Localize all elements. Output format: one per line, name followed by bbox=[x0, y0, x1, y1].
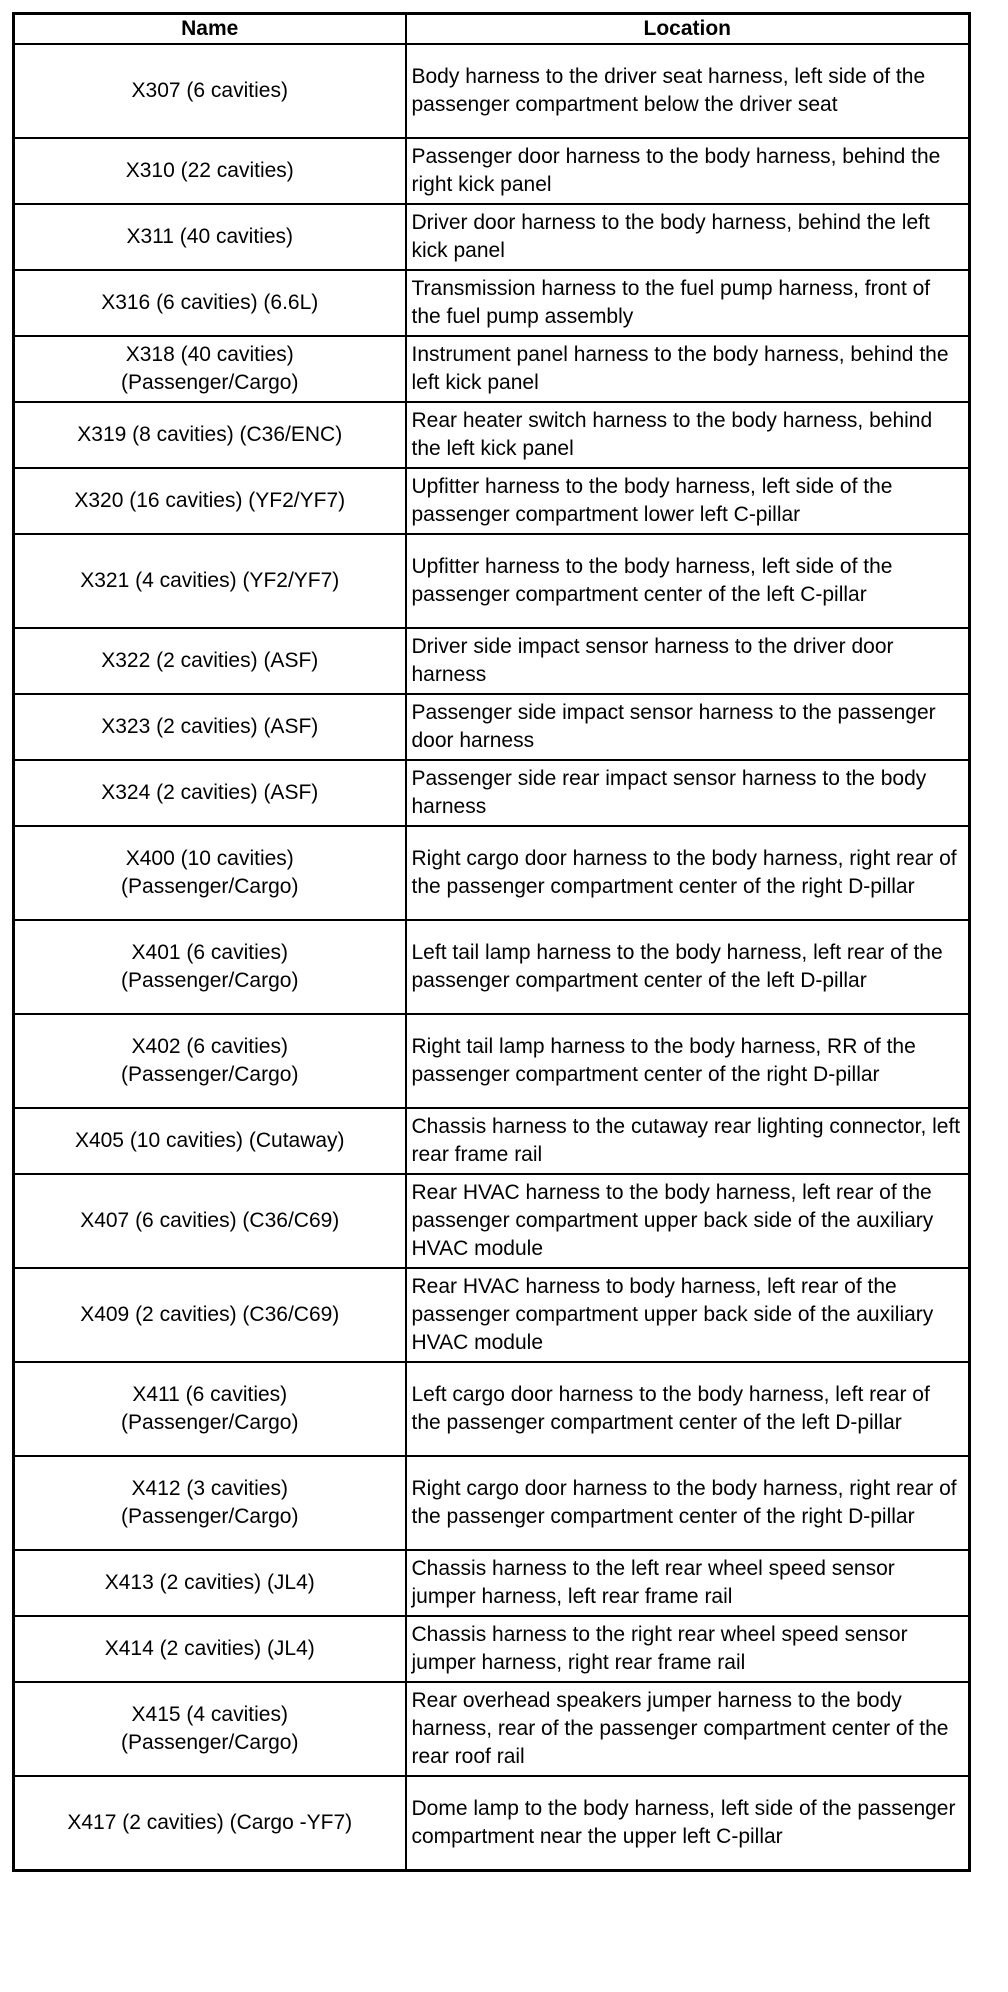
connector-name-line: X407 (6 cavities) (C36/C69) bbox=[80, 1209, 340, 1232]
table-row bbox=[14, 1550, 970, 1616]
connector-name-cell bbox=[14, 1362, 406, 1456]
connector-name-cell bbox=[14, 138, 406, 204]
table-row bbox=[14, 694, 970, 760]
connector-location-cell: Passenger side impact sensor harness to the passenger door harness bbox=[406, 694, 970, 760]
connector-name-line: (Passenger/Cargo) bbox=[121, 1063, 299, 1086]
table-row bbox=[14, 920, 970, 1014]
table-row bbox=[14, 1616, 970, 1682]
connector-name-cell bbox=[14, 628, 406, 694]
connector-location-cell: Driver door harness to the body harness, behind the left kick panel bbox=[406, 204, 970, 270]
connector-location-cell: Rear HVAC harness to body harness, left rear of the passenger compartment upper back side of the auxiliary HVAC module bbox=[406, 1268, 970, 1362]
table-row bbox=[14, 468, 970, 534]
table-row bbox=[14, 138, 970, 204]
connector-name-line: X409 (2 cavities) (C36/C69) bbox=[80, 1303, 340, 1326]
table-row bbox=[14, 270, 970, 336]
connector-location-cell: Chassis harness to the cutaway rear lighting connector, left rear frame rail bbox=[406, 1108, 970, 1174]
connector-name-cell bbox=[14, 1456, 406, 1550]
connector-name-line: X417 (2 cavities) (Cargo -YF7) bbox=[67, 1811, 353, 1834]
connector-name-line: X415 (4 cavities) bbox=[131, 1703, 288, 1726]
connector-name-cell bbox=[14, 826, 406, 920]
connector-name-cell bbox=[14, 336, 406, 402]
table-row bbox=[14, 1362, 970, 1456]
connector-name-cell bbox=[14, 270, 406, 336]
connector-name-line: X318 (40 cavities) bbox=[125, 343, 294, 366]
connector-location-cell: Rear HVAC harness to the body harness, left rear of the passenger compartment upper back side of the auxiliary HVAC module bbox=[406, 1174, 970, 1268]
connector-name-line: (Passenger/Cargo) bbox=[121, 371, 299, 394]
connector-location-cell: Rear heater switch harness to the body harness, behind the left kick panel bbox=[406, 402, 970, 468]
table-row bbox=[14, 1108, 970, 1174]
location-column-header: Location bbox=[406, 14, 970, 45]
table-row bbox=[14, 826, 970, 920]
connector-name-cell bbox=[14, 402, 406, 468]
connector-location-cell: Chassis harness to the right rear wheel speed sensor jumper harness, right rear frame rail bbox=[406, 1616, 970, 1682]
connector-name-line: X322 (2 cavities) (ASF) bbox=[101, 649, 319, 672]
connector-name-line: X324 (2 cavities) (ASF) bbox=[101, 781, 319, 804]
table-row bbox=[14, 402, 970, 468]
connector-name-line: X414 (2 cavities) (JL4) bbox=[104, 1637, 315, 1660]
connector-name-line: X400 (10 cavities) bbox=[125, 847, 294, 870]
connector-location-cell: Right tail lamp harness to the body harness, RR of the passenger compartment center of the right D-pillar bbox=[406, 1014, 970, 1108]
connector-location-cell: Body harness to the driver seat harness, left side of the passenger compartment below the driver seat bbox=[406, 44, 970, 138]
table-row bbox=[14, 1682, 970, 1776]
connector-name-cell bbox=[14, 1776, 406, 1871]
connector-name-line: X319 (8 cavities) (C36/ENC) bbox=[77, 423, 343, 446]
connector-name-cell bbox=[14, 1174, 406, 1268]
connector-name-line: (Passenger/Cargo) bbox=[121, 969, 299, 992]
connector-location-cell: Right cargo door harness to the body harness, right rear of the passenger compartment center of the right D-pillar bbox=[406, 826, 970, 920]
table-row bbox=[14, 628, 970, 694]
connector-name-line: (Passenger/Cargo) bbox=[121, 875, 299, 898]
connector-name-cell bbox=[14, 44, 406, 138]
table-body bbox=[14, 44, 970, 1871]
table-header-row bbox=[14, 14, 970, 45]
connector-location-cell: Chassis harness to the left rear wheel speed sensor jumper harness, left rear frame rail bbox=[406, 1550, 970, 1616]
connector-name-cell bbox=[14, 1682, 406, 1776]
connector-location-cell: Rear overhead speakers jumper harness to the body harness, rear of the passenger compartment center of the rear roof rail bbox=[406, 1682, 970, 1776]
connector-name-line: X321 (4 cavities) (YF2/YF7) bbox=[80, 569, 340, 592]
connector-name-line: X411 (6 cavities) bbox=[132, 1383, 288, 1406]
connector-location-cell: Transmission harness to the fuel pump harness, front of the fuel pump assembly bbox=[406, 270, 970, 336]
table-row bbox=[14, 204, 970, 270]
connector-name-cell bbox=[14, 1616, 406, 1682]
connector-name-line: X401 (6 cavities) bbox=[131, 941, 288, 964]
connector-location-cell: Passenger door harness to the body harness, behind the right kick panel bbox=[406, 138, 970, 204]
connector-name-line: X405 (10 cavities) (Cutaway) bbox=[74, 1129, 345, 1152]
connector-name-line: X323 (2 cavities) (ASF) bbox=[101, 715, 319, 738]
connector-location-cell: Right cargo door harness to the body harness, right rear of the passenger compartment center of the right D-pillar bbox=[406, 1456, 970, 1550]
table-row bbox=[14, 1174, 970, 1268]
connector-location-table bbox=[12, 12, 971, 1872]
table-row bbox=[14, 1268, 970, 1362]
connector-location-cell: Instrument panel harness to the body harness, behind the left kick panel bbox=[406, 336, 970, 402]
connector-name-line: X413 (2 cavities) (JL4) bbox=[104, 1571, 315, 1594]
connector-name-line: X310 (22 cavities) bbox=[125, 159, 294, 182]
connector-name-cell bbox=[14, 1550, 406, 1616]
connector-name-cell bbox=[14, 1014, 406, 1108]
connector-location-cell: Passenger side rear impact sensor harness to the body harness bbox=[406, 760, 970, 826]
table-row bbox=[14, 760, 970, 826]
table-row bbox=[14, 1776, 970, 1871]
table-row bbox=[14, 1456, 970, 1550]
connector-location-cell: Left tail lamp harness to the body harness, left rear of the passenger compartment center of the left D-pillar bbox=[406, 920, 970, 1014]
connector-name-line: X307 (6 cavities) bbox=[131, 79, 288, 102]
connector-name-cell bbox=[14, 1108, 406, 1174]
connector-name-cell bbox=[14, 204, 406, 270]
table-row bbox=[14, 44, 970, 138]
connector-name-line: (Passenger/Cargo) bbox=[121, 1731, 299, 1754]
connector-location-cell: Left cargo door harness to the body harness, left rear of the passenger compartment center of the left D-pillar bbox=[406, 1362, 970, 1456]
connector-name-line: X412 (3 cavities) bbox=[131, 1477, 288, 1500]
table-row bbox=[14, 534, 970, 628]
name-column-header: Name bbox=[14, 14, 406, 45]
connector-name-line: (Passenger/Cargo) bbox=[121, 1411, 299, 1434]
connector-name-cell bbox=[14, 534, 406, 628]
connector-location-cell: Upfitter harness to the body harness, left side of the passenger compartment center of the left C-pillar bbox=[406, 534, 970, 628]
connector-location-cell: Dome lamp to the body harness, left side of the passenger compartment near the upper left C-pillar bbox=[406, 1776, 970, 1871]
connector-name-line: X402 (6 cavities) bbox=[131, 1035, 288, 1058]
table-row bbox=[14, 1014, 970, 1108]
connector-name-cell bbox=[14, 920, 406, 1014]
connector-name-cell bbox=[14, 468, 406, 534]
connector-name-cell bbox=[14, 694, 406, 760]
connector-name-cell bbox=[14, 1268, 406, 1362]
connector-name-cell bbox=[14, 760, 406, 826]
connector-location-cell: Driver side impact sensor harness to the driver door harness bbox=[406, 628, 970, 694]
table-row bbox=[14, 336, 970, 402]
connector-name-line: X320 (16 cavities) (YF2/YF7) bbox=[74, 489, 346, 512]
connector-name-line: (Passenger/Cargo) bbox=[121, 1505, 299, 1528]
connector-name-line: X316 (6 cavities) (6.6L) bbox=[101, 291, 319, 314]
connector-name-line: X311 (40 cavities) bbox=[126, 225, 294, 248]
connector-location-cell: Upfitter harness to the body harness, left side of the passenger compartment lower left C-pillar bbox=[406, 468, 970, 534]
